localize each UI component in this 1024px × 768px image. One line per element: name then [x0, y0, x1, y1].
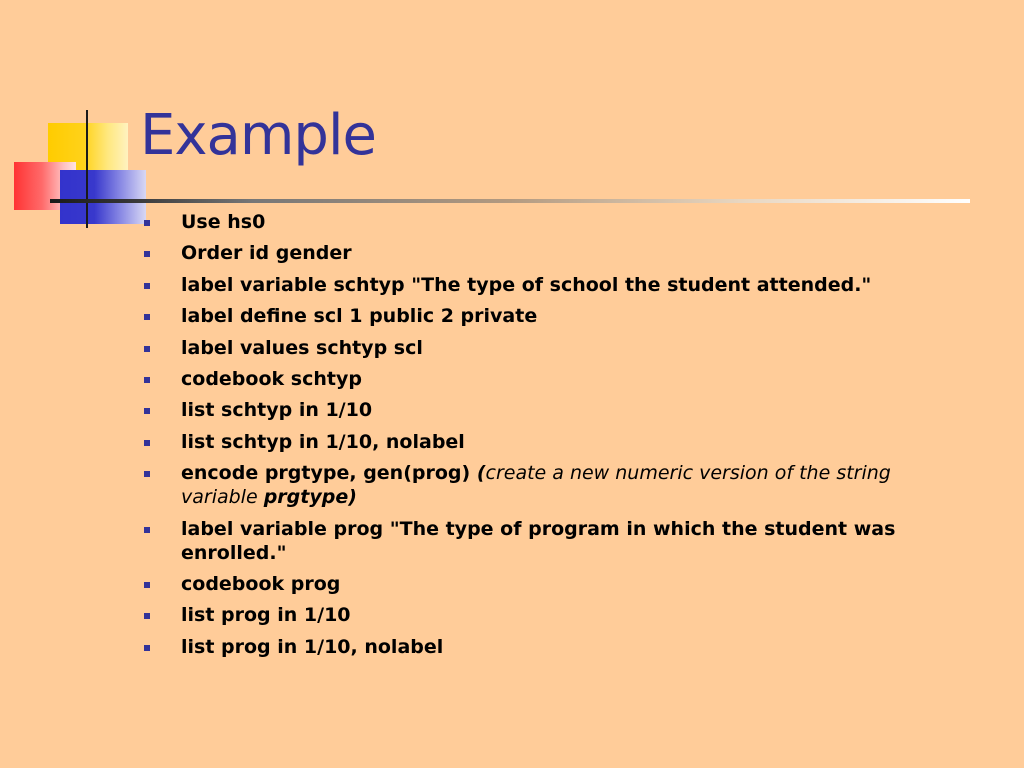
- bullet-item: [140, 367, 960, 391]
- bullet-open-paren: (: [476, 462, 486, 485]
- bullet-item: [140, 603, 960, 627]
- decorative-vertical-line: [86, 110, 88, 228]
- bullet-square-icon: [144, 613, 150, 619]
- bullet-item: [140, 304, 960, 328]
- bullet-item-encode: [140, 461, 960, 509]
- bullet-text: codebook prog: [181, 572, 341, 595]
- bullet-text: Use hs0: [181, 211, 266, 233]
- bullet-item: [140, 572, 960, 596]
- bullet-text: label define scl 1 public 2 private: [181, 305, 538, 328]
- bullet-text: label variable schtyp "The type of school the student attended.": [181, 273, 872, 296]
- bullet-square-icon: [144, 314, 150, 320]
- bullet-text: Order id gender: [181, 242, 352, 265]
- bullet-command-text: encode prgtype, gen(prog): [181, 462, 477, 485]
- bullet-text: label variable prog "The type of program in which the student was enrolled.": [181, 517, 896, 564]
- bullet-square-icon: [144, 582, 150, 588]
- slide-title: Example: [140, 103, 376, 168]
- bullet-list: [140, 210, 960, 666]
- bullet-item: [140, 273, 960, 297]
- bullet-item: [140, 430, 960, 454]
- title-underline-rule: [50, 199, 970, 203]
- bullet-item: [140, 210, 960, 234]
- bullet-note-text: create a new numeric version of the string variable: [181, 462, 891, 509]
- bullet-text: list prog in 1/10: [181, 604, 351, 627]
- bullet-square-icon: [144, 251, 150, 257]
- bullet-text: list schtyp in 1/10, nolabel: [181, 430, 465, 453]
- bullet-square-icon: [144, 220, 150, 226]
- bullet-square-icon: [144, 377, 150, 383]
- bullet-text: list prog in 1/10, nolabel: [181, 635, 444, 658]
- bullet-square-icon: [144, 645, 150, 651]
- bullet-text: label values schtyp scl: [181, 336, 423, 359]
- bullet-item: [140, 517, 960, 565]
- bullet-square-icon: [144, 527, 150, 533]
- bullet-item: [140, 635, 960, 659]
- bullet-emphasis-text: prgtype): [263, 486, 357, 509]
- bullet-item: [140, 241, 960, 265]
- bullet-square-icon: [144, 471, 150, 477]
- bullet-square-icon: [144, 440, 150, 446]
- bullet-square-icon: [144, 408, 150, 414]
- decorative-blue-square: [60, 170, 146, 224]
- bullet-square-icon: [144, 346, 150, 352]
- bullet-text: list schtyp in 1/10: [181, 399, 373, 422]
- bullet-square-icon: [144, 283, 150, 289]
- bullet-item: [140, 398, 960, 422]
- bullet-item: [140, 336, 960, 360]
- bullet-text: codebook schtyp: [181, 367, 362, 390]
